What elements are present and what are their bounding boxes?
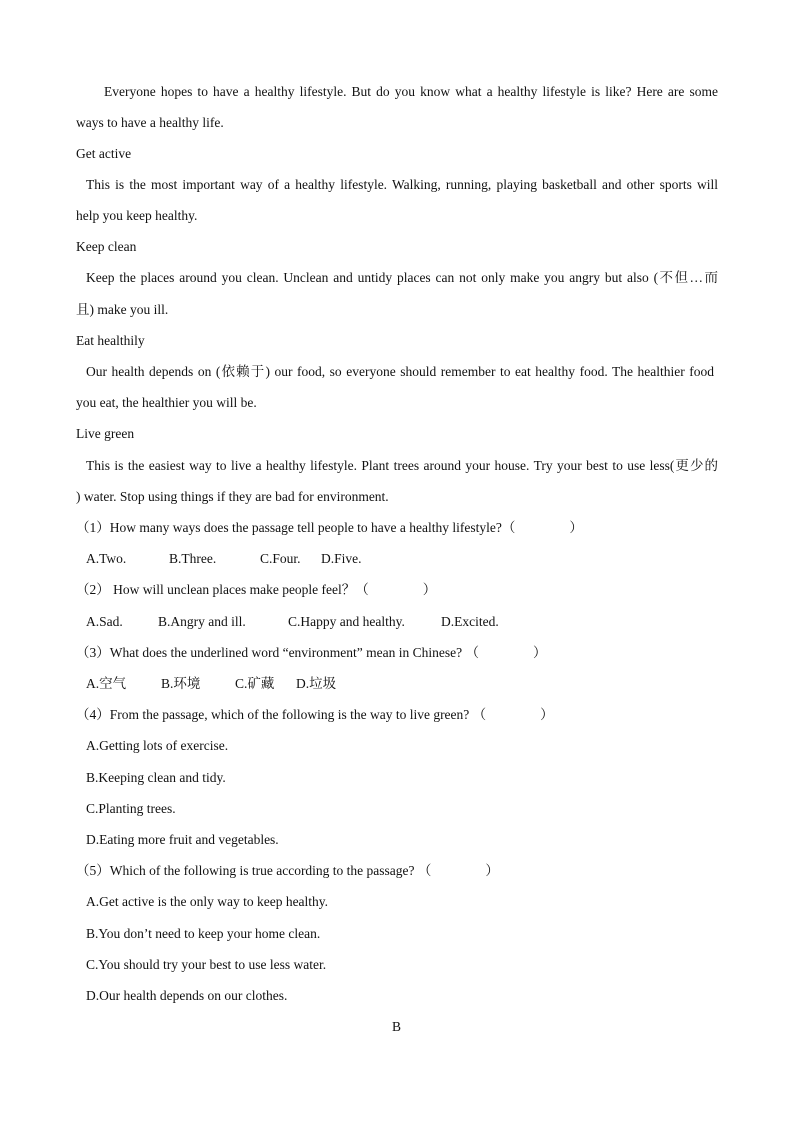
section-get-active-line-1: This is the most important way of a healthy lifestyle. Walking, running, playing basketball and other sports will xyxy=(86,177,718,192)
question-1-option-a[interactable]: A.Two. xyxy=(86,551,127,566)
question-3-option-b[interactable]: B.环境 xyxy=(161,676,201,691)
section-keep-clean-line-2: 且) make you ill. xyxy=(76,302,169,317)
question-4-option-a[interactable]: A.Getting lots of exercise. xyxy=(86,738,229,753)
section-heading-live-green: Live green xyxy=(76,426,135,441)
question-5-option-b[interactable]: B.You don’t need to keep your home clean. xyxy=(86,926,321,941)
section-keep-clean-line-1: Keep the places around you clean. Unclean and untidy places can not only make you angry but also (不但…而 xyxy=(86,270,718,285)
question-1-option-d[interactable]: D.Five. xyxy=(321,551,362,566)
question-5-option-c[interactable]: C.You should try your best to use less water. xyxy=(86,957,327,972)
question-3-stem: （3）What does the underlined word “environment” mean in Chinese? （ ） xyxy=(76,645,547,660)
question-3-option-d[interactable]: D.垃圾 xyxy=(296,676,337,691)
question-5-option-a[interactable]: A.Get active is the only way to keep healthy. xyxy=(86,894,329,909)
section-live-green-line-2: ) water. Stop using things if they are bad for environment. xyxy=(76,489,389,504)
section-live-green-line-1: This is the easiest way to live a healthy lifestyle. Plant trees around your house. Try your best to use less(更少的 xyxy=(86,458,718,473)
section-heading-get-active: Get active xyxy=(76,146,132,161)
section-eat-healthily-line-1: Our health depends on (依赖于) our food, so everyone should remember to eat healthy food. The healthier food xyxy=(86,364,714,379)
question-1-options xyxy=(86,551,362,567)
question-1-stem: （1）How many ways does the passage tell people to have a healthy lifestyle?（ ） xyxy=(76,520,583,535)
question-4-option-d[interactable]: D.Eating more fruit and vegetables. xyxy=(86,832,279,847)
question-2-option-a[interactable]: A.Sad. xyxy=(86,614,123,629)
question-3-option-a[interactable]: A.空气 xyxy=(86,676,127,691)
section-heading-eat-healthily: Eat healthily xyxy=(76,333,145,348)
section-heading-keep-clean: Keep clean xyxy=(76,239,137,254)
question-1-option-c[interactable]: C.Four. xyxy=(260,551,301,566)
question-5-option-d[interactable]: D.Our health depends on our clothes. xyxy=(86,988,288,1003)
question-1-option-b[interactable]: B.Three. xyxy=(169,551,217,566)
intro-line-2: ways to have a healthy life. xyxy=(76,115,224,130)
question-2-option-b[interactable]: B.Angry and ill. xyxy=(158,614,246,629)
question-4-option-b[interactable]: B.Keeping clean and tidy. xyxy=(86,770,226,785)
question-2-option-d[interactable]: D.Excited. xyxy=(441,614,499,629)
question-2-options xyxy=(86,614,499,630)
question-4-stem: （4）From the passage, which of the following is the way to live green? （ ） xyxy=(76,707,554,722)
section-get-active-line-2: help you keep healthy. xyxy=(76,208,198,223)
question-2-stem: （2） How will unclean places make people feel？（ ） xyxy=(76,582,437,597)
question-3-options xyxy=(86,676,336,692)
section-eat-healthily-line-2: you eat, the healthier you will be. xyxy=(76,395,257,410)
question-2-option-c[interactable]: C.Happy and healthy. xyxy=(288,614,405,629)
section-label-b: B xyxy=(392,1019,402,1034)
question-4-option-c[interactable]: C.Planting trees. xyxy=(86,801,176,816)
question-3-option-c[interactable]: C.矿藏 xyxy=(235,676,275,691)
intro-line-1: Everyone hopes to have a healthy lifestyle. But do you know what a healthy lifestyle is like? Here are some xyxy=(104,84,718,99)
question-5-stem: （5）Which of the following is true according to the passage? （ ） xyxy=(76,863,499,878)
